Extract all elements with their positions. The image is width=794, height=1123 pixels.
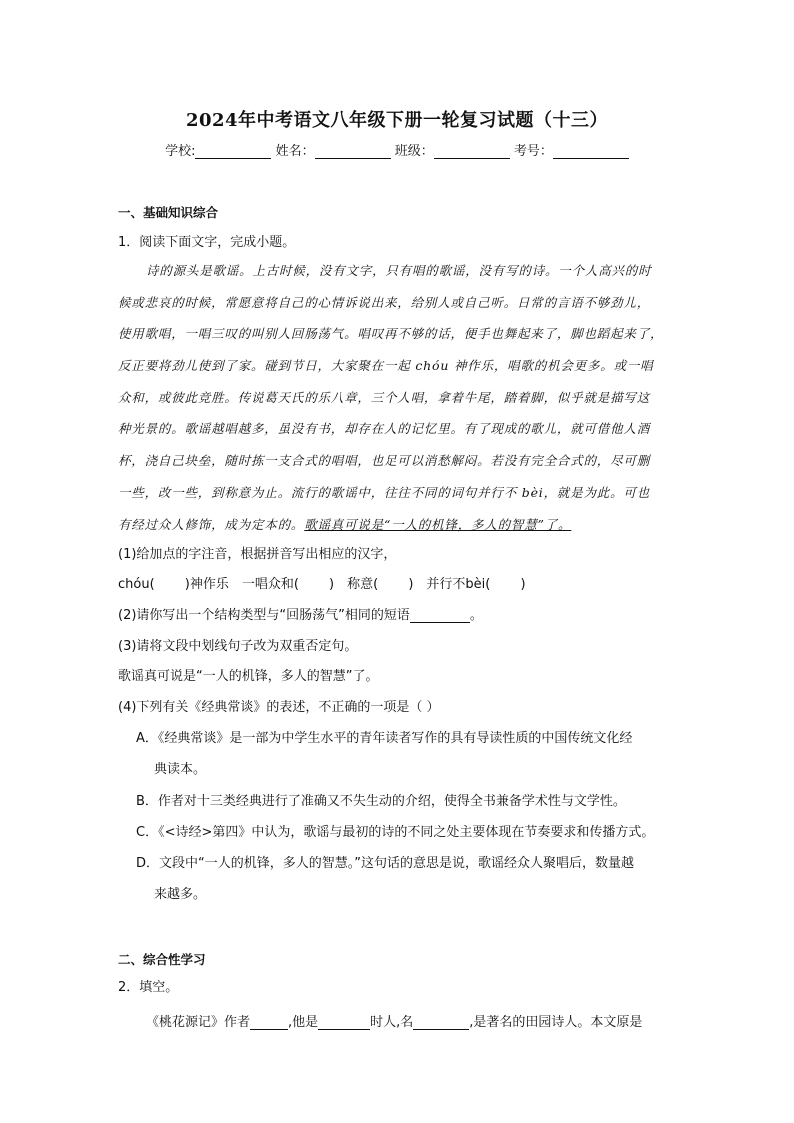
- passage-last-plain: 有经过众人修饰，成为定本的。: [118, 516, 305, 532]
- q2-text-c: 时人,名: [370, 1015, 414, 1030]
- question-1-stem: 1．阅读下面文字，完成小题。: [118, 235, 296, 250]
- passage-line: 杯，浇自己块垒，随时拣一支合式的唱唱，也足可以消愁解闷。若没有完全合式的，尽可删: [118, 453, 651, 469]
- sub-question-2-text: (2)请你写出一个结构类型与“回肠荡气”相同的短语: [118, 608, 410, 623]
- passage-line: 一些，改一些，到称意为止。流行的歌谣中，往往不同的词句并行不 bèi，就是为此。可也: [118, 484, 650, 500]
- class-blank: [434, 144, 510, 159]
- passage-line-last: [118, 509, 678, 541]
- passage-line: 种光景的。歌谣越唱越多，虽没有书，却存在人的记忆里。有了现成的歌儿，就可借他人酒: [118, 421, 651, 437]
- sub-question-3-sentence: 歌谣真可说是“一人的机锋，多人的智慧”了。: [118, 669, 379, 684]
- option-d-line1: D．文段中“一人的机锋，多人的智慧。”这句话的意思是说，歌谣经众人聚唱后，数量越: [136, 856, 634, 871]
- q2-text-a: 《桃花源记》作者: [146, 1015, 251, 1030]
- option-b: B．作者对十三类经典进行了准确又不失生动的介绍，使得全书兼备学术性与文学性。: [136, 794, 626, 809]
- option-c: C．《<诗经>第四》中认为，歌谣与最初的诗的不同之处主要体现在节奏要求和传播方式。: [136, 825, 655, 840]
- school-label: 学校:: [165, 144, 196, 159]
- underlined-sentence: 歌谣真可说是“一人的机锋，多人的智慧”了。: [304, 516, 572, 532]
- name-label: 姓名：: [275, 144, 315, 159]
- q2-text-b: ,他是: [288, 1015, 319, 1030]
- number-blank: [553, 144, 629, 159]
- answer-blank: [318, 1015, 370, 1030]
- passage-line: 使用歌唱，一唱三叹的叫别人回肠荡气。唱叹再不够的话，便手也舞起来了，脚也蹈起来了，: [118, 326, 664, 342]
- sub-question-1: (1)给加点的字注音，根据拼音写出相应的汉字，: [118, 547, 397, 562]
- question-2-fill: [146, 1011, 642, 1030]
- option-a-line1: A．《经典常谈》是一部为中学生水平的青年读者写作的具有导读性质的中国传统文化经: [136, 731, 633, 746]
- sub-question-4: (4)下列有关《经典常谈》的表述，不正确的一项是（ ）: [118, 700, 440, 715]
- answer-blank: [250, 1015, 288, 1030]
- option-d-line2: 来越多。: [154, 887, 207, 902]
- student-info-line: [0, 140, 794, 159]
- class-label: 班级：: [394, 144, 434, 159]
- q2-text-d: ,是著名的田园诗人。本文原是: [469, 1015, 643, 1030]
- answer-blank: [413, 1015, 469, 1030]
- answer-blank: [410, 608, 470, 623]
- passage-line: 候或悲哀的时候，常愿意将自己的心情诉说出来，给别人或自己听。日常的言语不够劲儿，: [118, 294, 651, 310]
- passage-line: 诗的源头是歌谣。上古时候，没有文字，只有唱的歌谣，没有写的诗。一个人高兴的时: [146, 263, 652, 278]
- section-heading-2: 二、综合性学习: [118, 952, 206, 967]
- option-a-line2: 典读本。: [154, 762, 207, 777]
- sub-question-3: (3)请将文段中划线句子改为双重否定句。: [118, 639, 358, 654]
- section-heading-1: 一、基础知识综合: [118, 205, 219, 220]
- sub-question-2-end: 。: [469, 608, 483, 623]
- sub-question-1-blanks: chóu( )神作乐 一唱众和( ) 称意( ) 并行不bèi( ): [118, 577, 526, 592]
- school-blank: [195, 144, 271, 159]
- name-blank: [315, 144, 391, 159]
- sub-question-2: [118, 604, 483, 623]
- reading-passage: [118, 255, 678, 540]
- passage-line: 众和，或彼此竞胜。传说葛天氏的乐八章，三个人唱，拿着牛尾，踏着脚，似乎就是描写这: [118, 389, 651, 405]
- passage-line: 反正要将劲儿使到了家。碰到节日，大家聚在一起 chóu 神作乐，唱歌的机会更多。或一唱: [118, 358, 654, 374]
- page-title: 2024年中考语文八年级下册一轮复习试题（十三）: [185, 110, 609, 131]
- number-label: 考号：: [513, 144, 553, 159]
- question-2-stem: 2．填空。: [118, 980, 179, 995]
